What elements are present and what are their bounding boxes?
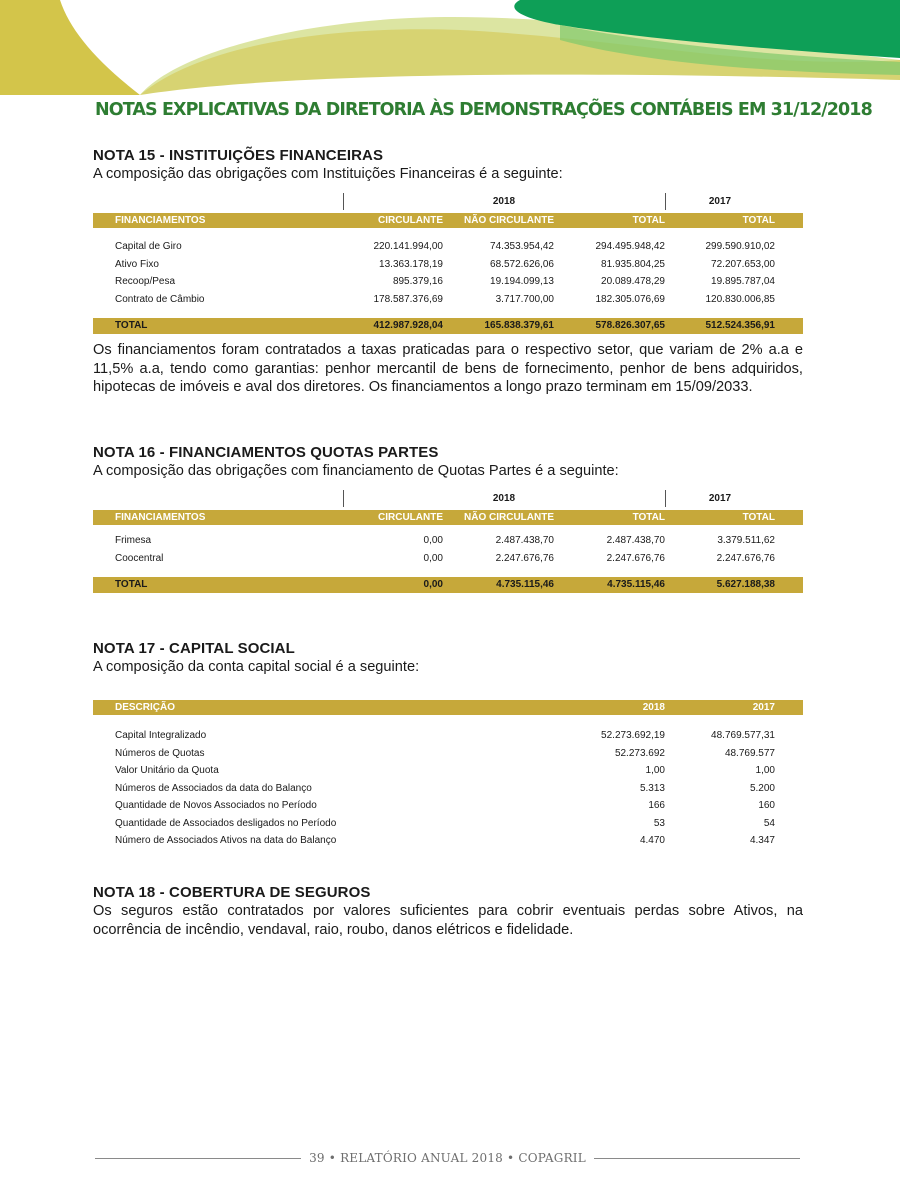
nota-15-intro: A composição das obrigações com Instituições Financeiras é a seguinte:: [93, 166, 563, 182]
row-label: Valor Unitário da Quota: [115, 765, 219, 776]
col-header: NÃO CIRCULANTE: [464, 512, 554, 523]
total-cell: 4.735.115,46: [607, 579, 665, 590]
nota-16-title: NOTA 16 - FINANCIAMENTOS QUOTAS PARTES: [93, 444, 439, 461]
cell: 3.379.511,62: [717, 535, 775, 546]
table-row: [93, 832, 803, 850]
cell: 895.379,16: [392, 276, 443, 287]
nota-17-section: [93, 640, 803, 850]
table-row: [93, 273, 803, 291]
table-row: [93, 256, 803, 274]
cell: 68.572.626,06: [490, 258, 554, 270]
cell: 3.717.700,00: [495, 293, 554, 305]
cell: 52.273.692: [614, 747, 665, 759]
cell: 52.273.692,19: [601, 730, 665, 741]
cell: 4.470: [639, 835, 665, 846]
cell: 294.495.948,42: [595, 241, 665, 252]
total-cell: 4.735.115,46: [496, 579, 554, 590]
cell: 20.089.478,29: [601, 276, 665, 287]
table-total-row: [93, 577, 803, 593]
table-row: [93, 745, 803, 763]
total-cell: 512.524.356,91: [705, 320, 775, 331]
total-cell: 578.826.307,65: [595, 320, 665, 331]
cell: 81.935.804,25: [601, 258, 665, 270]
cell: 74.353.954,42: [490, 241, 554, 252]
cell: 53: [653, 817, 665, 829]
table-header: [93, 213, 803, 228]
col-header: TOTAL: [632, 215, 665, 226]
table-row: [93, 815, 803, 833]
cell: 166: [648, 800, 665, 811]
footer-rule: [594, 1158, 800, 1159]
year-2017-label: 2017: [708, 493, 732, 504]
year-2018-label: 2018: [492, 196, 516, 207]
cell: 120.830.006,85: [705, 293, 775, 305]
col-header: FINANCIAMENTOS: [115, 512, 206, 523]
cell: 2.487.438,70: [606, 535, 665, 546]
cell: 13.363.178,19: [379, 258, 443, 270]
year-header: [93, 191, 803, 213]
header-banner: [0, 0, 900, 95]
cell: 2.487.438,70: [495, 535, 554, 546]
table-row: [93, 238, 803, 256]
col-header: DESCRIÇÃO: [115, 702, 176, 713]
cell: 220.141.994,00: [373, 241, 443, 252]
col-header: CIRCULANTE: [378, 512, 443, 523]
nota-15-text: Os financiamentos foram contratados a taxas praticadas para o respectivo setor, que variam de 2% a.a e 11,5% a.a, tendo como garantias: penhor mercantil de bens de fornecimento, penhor de bens adquiridos, hipotecas de imóveis e aval dos diretores. Os financiamentos a longo prazo terminam em 15/09/2033.: [93, 342, 803, 395]
nota-15-section: [93, 147, 803, 397]
table-row: [93, 727, 803, 745]
cell: 48.769.577: [724, 747, 775, 759]
row-label: Coocentral: [115, 552, 164, 564]
col-header: 2018: [642, 702, 665, 713]
total-cell: 0,00: [423, 579, 443, 590]
table-row: [93, 291, 803, 309]
col-header: TOTAL: [742, 512, 775, 523]
col-header: NÃO CIRCULANTE: [464, 215, 554, 226]
footer-rule: [95, 1158, 301, 1159]
cell: 2.247.676,76: [716, 552, 775, 564]
row-label: Frimesa: [115, 535, 152, 546]
table-row: [93, 797, 803, 815]
page-footer: [95, 1150, 800, 1166]
row-label: Números de Quotas: [115, 747, 205, 759]
year-2017-label: 2017: [708, 196, 732, 207]
row-label: Recoop/Pesa: [115, 276, 176, 287]
cell: 5.313: [639, 782, 665, 794]
cell: 72.207.653,00: [711, 258, 775, 270]
cell: 19.194.099,13: [490, 276, 554, 287]
table-total-row: [93, 318, 803, 334]
col-header: FINANCIAMENTOS: [115, 215, 206, 226]
row-label: Quantidade de Associados desligados no Período: [115, 817, 337, 829]
table-header: [93, 510, 803, 525]
row-label: Quantidade de Novos Associados no Período: [115, 800, 317, 811]
nota-17-title: NOTA 17 - CAPITAL SOCIAL: [93, 640, 295, 657]
row-label: Números de Associados da data do Balanço: [115, 782, 312, 794]
nota-15-title: NOTA 15 - INSTITUIÇÕES FINANCEIRAS: [93, 147, 384, 164]
total-cell: 165.838.379,61: [484, 320, 554, 331]
table-header: [93, 700, 803, 715]
cell: 4.347: [749, 835, 775, 846]
total-label: TOTAL: [115, 320, 148, 331]
total-label: TOTAL: [115, 579, 148, 590]
nota-17-intro: A composição da conta capital social é a seguinte:: [93, 659, 420, 675]
row-label: Capital de Giro: [115, 241, 182, 252]
cell: 54: [763, 817, 775, 829]
nota-18-section: [93, 884, 803, 939]
cell: 178.587.376,69: [373, 293, 443, 305]
cell: 182.305.076,69: [595, 293, 665, 305]
table-row: [93, 532, 803, 550]
table-row: [93, 550, 803, 568]
nota-18-text: Os seguros estão contratados por valores suficientes para cobrir eventuais perdas sobre Ativos, na ocorrência de incêndio, vendaval, raio, roubo, danos elétricos e fidelidade.: [93, 903, 803, 938]
cell: 1,00: [645, 765, 665, 776]
table-row: [93, 780, 803, 798]
year-header: [93, 488, 803, 510]
row-label: Capital Integralizado: [115, 730, 207, 741]
cell: 0,00: [423, 552, 443, 564]
cell: 160: [758, 800, 775, 811]
row-label: Contrato de Câmbio: [115, 293, 205, 305]
col-header: CIRCULANTE: [378, 215, 443, 226]
cell: 48.769.577,31: [711, 730, 775, 741]
nota-16-intro: A composição das obrigações com financiamento de Quotas Partes é a seguinte:: [93, 463, 619, 479]
nota-16-section: [93, 444, 803, 593]
cell: 2.247.676,76: [606, 552, 665, 564]
cell: 299.590.910,02: [705, 241, 775, 252]
cell: 19.895.787,04: [711, 276, 775, 287]
col-header: 2017: [752, 702, 775, 713]
total-cell: 412.987.928,04: [373, 320, 443, 331]
page-title: NOTAS EXPLICATIVAS DA DIRETORIA ÀS DEMONSTRAÇÕES CONTÁBEIS EM 31/12/2018: [95, 100, 872, 120]
col-header: TOTAL: [742, 215, 775, 226]
footer-text: 39 • RELATÓRIO ANUAL 2018 • COPAGRIL: [309, 1151, 586, 1165]
row-label: Número de Associados Ativos na data do Balanço: [115, 835, 337, 846]
col-header: TOTAL: [632, 512, 665, 523]
table-row: [93, 762, 803, 780]
cell: 0,00: [423, 535, 443, 546]
year-2018-label: 2018: [492, 493, 516, 504]
cell: 2.247.676,76: [495, 552, 554, 564]
total-cell: 5.627.188,38: [716, 579, 775, 590]
row-label: Ativo Fixo: [115, 258, 159, 270]
nota-18-title: NOTA 18 - COBERTURA DE SEGUROS: [93, 884, 371, 901]
cell: 5.200: [749, 782, 775, 794]
cell: 1,00: [755, 765, 775, 776]
